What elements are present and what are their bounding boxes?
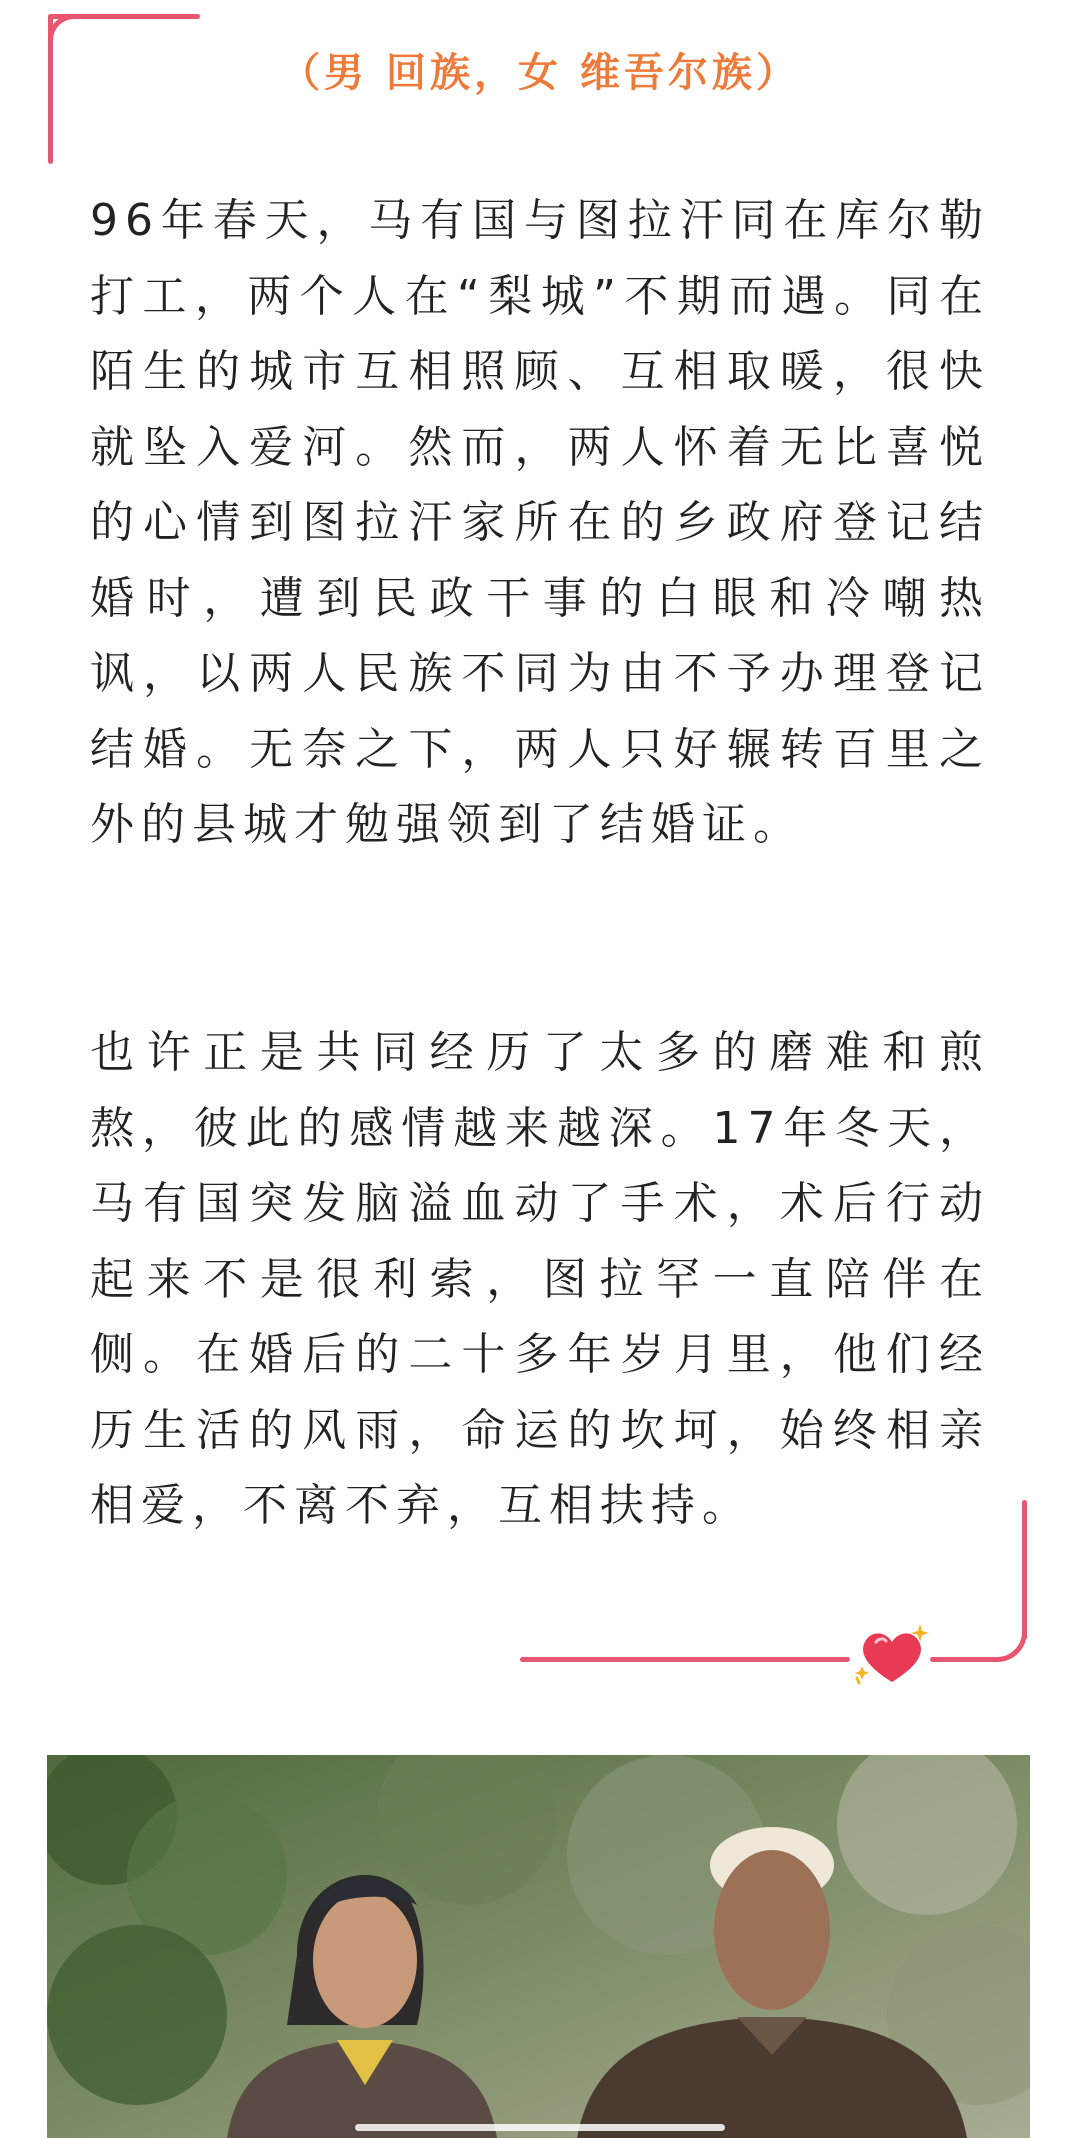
article-paragraph-2: 也许正是共同经历了太多的磨难和煎熬，彼此的感情越来越深。17年冬天，马有国突发脑溢血动了手术，术后行动起来不是很利索，图拉罕一直陪伴在侧。在婚后的二十多年岁月里，他们经历生活的风雨，命运的坎坷，始终相亲相爱，不离不弃，互相扶持。 [90, 1027, 990, 1531]
bottom-right-bracket-line-right [930, 1657, 1000, 1662]
bottom-right-bracket-line-left [520, 1657, 850, 1662]
sparkling-heart-icon [852, 1620, 932, 1690]
ethnicity-subtitle: （男 回族，女 维吾尔族） [280, 50, 800, 96]
article-paragraph-1: 96年春天，马有国与图拉汗同在库尔勒打工，两个人在“梨城”不期而遇。同在陌生的城市互相照顾、互相取暖，很快就坠入爱河。然而，两人怀着无比喜悦的心情到图拉汗家所在的乡政府登记结婚时，遭到民政干事的白眼和冷嘲热讽，以两人民族不同为由不予办理登记结婚。无奈之下，两人只好辗转百里之外的县城才勉强领到了结婚证。 [90, 195, 990, 850]
home-indicator[interactable] [355, 2124, 725, 2131]
couple-photo [47, 1755, 1030, 2138]
bottom-right-bracket-corner [974, 1614, 1027, 1662]
